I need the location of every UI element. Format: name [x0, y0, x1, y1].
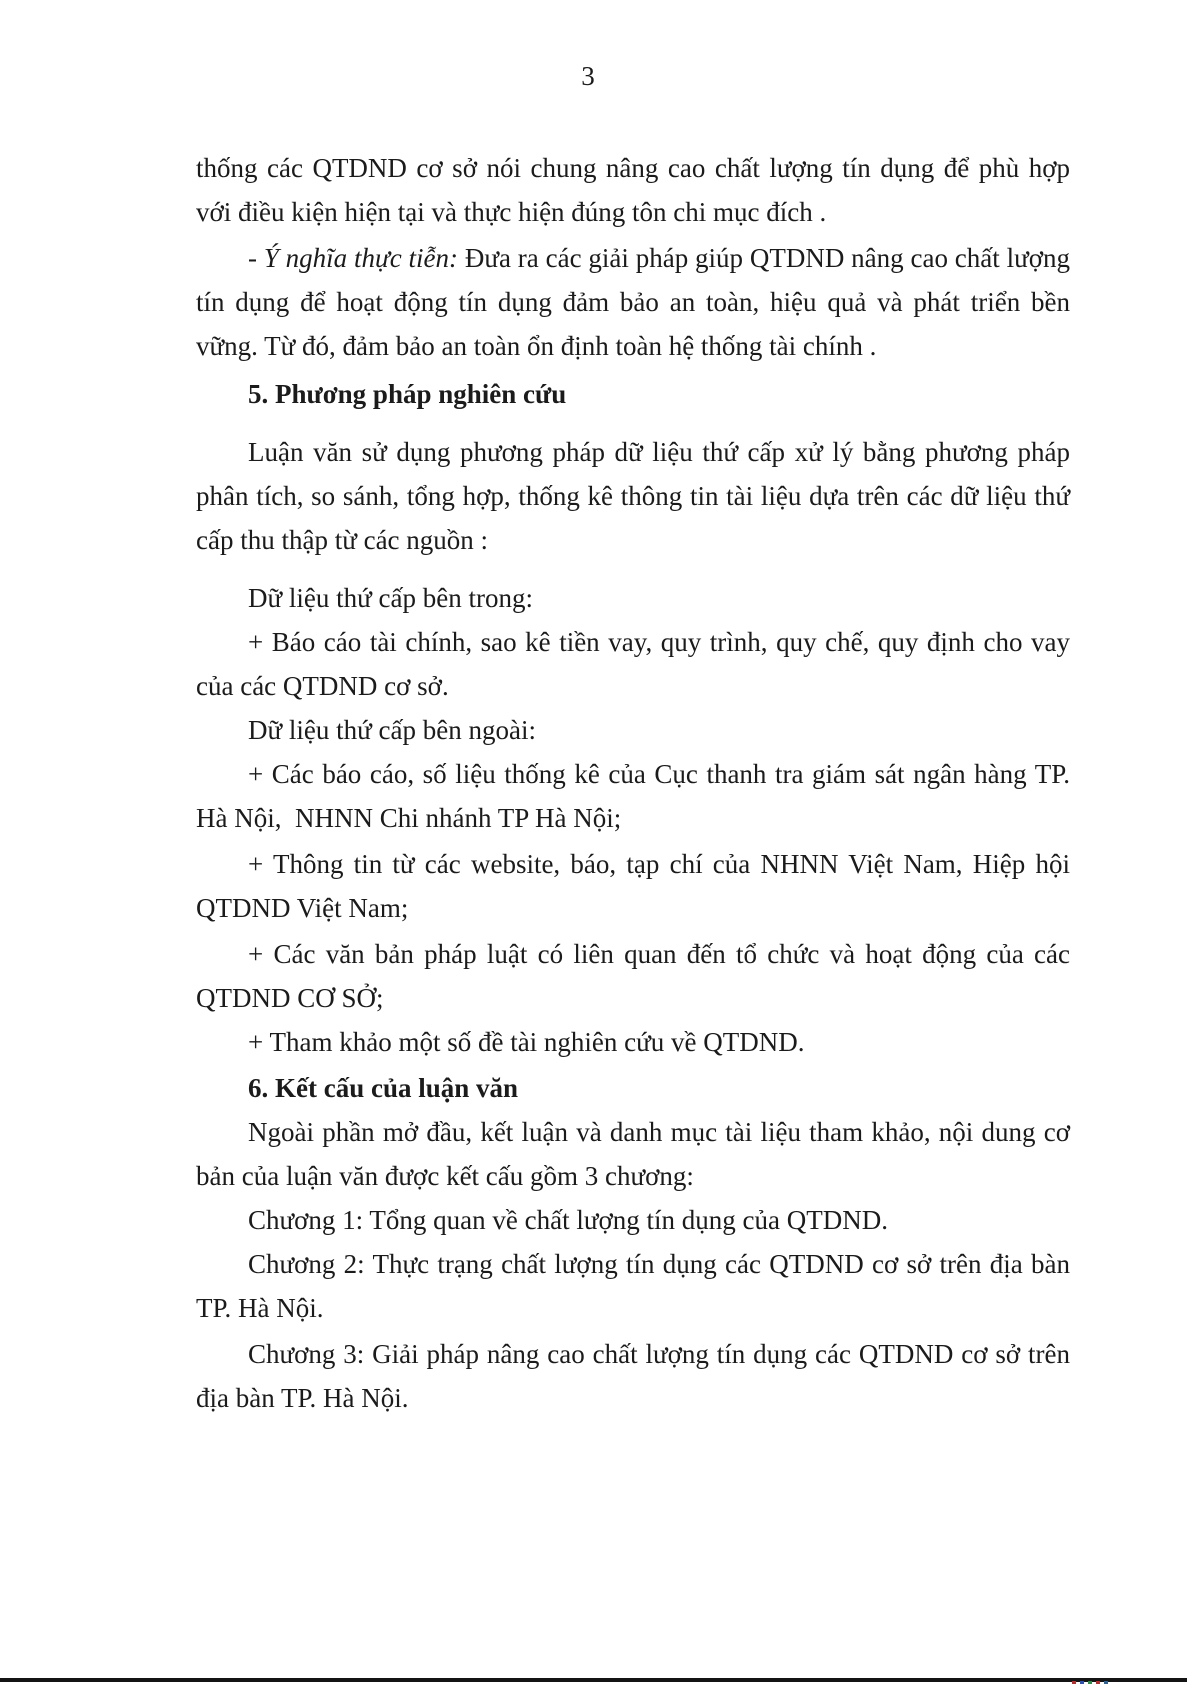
paragraph-y-nghia — [196, 236, 1070, 368]
item-internal-reports: + Báo cáo tài chính, sao kê tiền vay, quy trình, quy chế, quy định cho vay của các QTDND cơ sở. — [196, 627, 1070, 701]
chapter-1-line: Chương 1: Tổng quan về chất lượng tín dụng của QTDND. — [248, 1205, 888, 1235]
scan-artifact-dot — [1080, 1681, 1084, 1684]
paragraph-y-nghia-rest: Đưa ra các giải pháp giúp QTDND nâng cao chất lượng tín dụng để hoạt động tín dụng đảm bảo an toàn, hiệu quả và phát triển bền vững. Từ đó, đảm bảo an toàn ổn định toàn hệ thống tài chính . — [196, 243, 1070, 361]
scan-artifact-dot — [1072, 1681, 1076, 1684]
scan-artifact-dot — [1088, 1681, 1092, 1684]
scan-artifact-dot — [1104, 1681, 1108, 1684]
paragraph-structure: Ngoài phần mở đầu, kết luận và danh mục tài liệu tham khảo, nội dung cơ bản của luận văn được kết cấu gồm 3 chương: — [196, 1117, 1070, 1191]
italic-lead: - Ý nghĩa thực tiễn: — [248, 243, 459, 273]
paragraph-method: Luận văn sử dụng phương pháp dữ liệu thứ cấp xử lý bằng phương pháp phân tích, so sánh, tổng hợp, thống kê thông tin tài liệu dựa trên các dữ liệu thứ cấp thu thập từ các nguồn : — [196, 437, 1070, 555]
item-external-legal: + Các văn bản pháp luật có liên quan đến tổ chức và hoạt động của các QTDND CƠ SỞ; — [196, 939, 1070, 1013]
item-external-websites: + Thông tin từ các website, báo, tạp chí của NHNN Việt Nam, Hiệp hội QTDND Việt Nam; — [196, 849, 1070, 923]
page-body — [196, 146, 1070, 1420]
label-internal-data: Dữ liệu thứ cấp bên trong: — [248, 583, 533, 613]
label-external-data: Dữ liệu thứ cấp bên ngoài: — [248, 715, 536, 745]
scan-artifact-dot — [1096, 1681, 1100, 1684]
paragraph-continuation: thống các QTDND cơ sở nói chung nâng cao chất lượng tín dụng để phù hợp với điều kiện hiện tại và thực hiện đúng tôn chi mục đích . — [196, 153, 1070, 227]
item-external-references: + Tham khảo một số đề tài nghiên cứu về QTDND. — [248, 1027, 805, 1057]
section-heading-5: 5. Phương pháp nghiên cứu — [248, 379, 567, 409]
chapter-2-line: Chương 2: Thực trạng chất lượng tín dụng các QTDND cơ sở trên địa bàn TP. Hà Nội. — [196, 1249, 1070, 1323]
page-number: 3 — [581, 61, 595, 91]
chapter-3-line: Chương 3: Giải pháp nâng cao chất lượng tín dụng các QTDND cơ sở trên địa bàn TP. Hà Nội. — [196, 1339, 1070, 1413]
bottom-scan-bar — [0, 1678, 1187, 1682]
section-heading-6: 6. Kết cấu của luận văn — [248, 1073, 519, 1103]
item-external-reports: + Các báo cáo, số liệu thống kê của Cục thanh tra giám sát ngân hàng TP. Hà Nội, NHNN Chi nhánh TP Hà Nội; — [196, 759, 1070, 833]
